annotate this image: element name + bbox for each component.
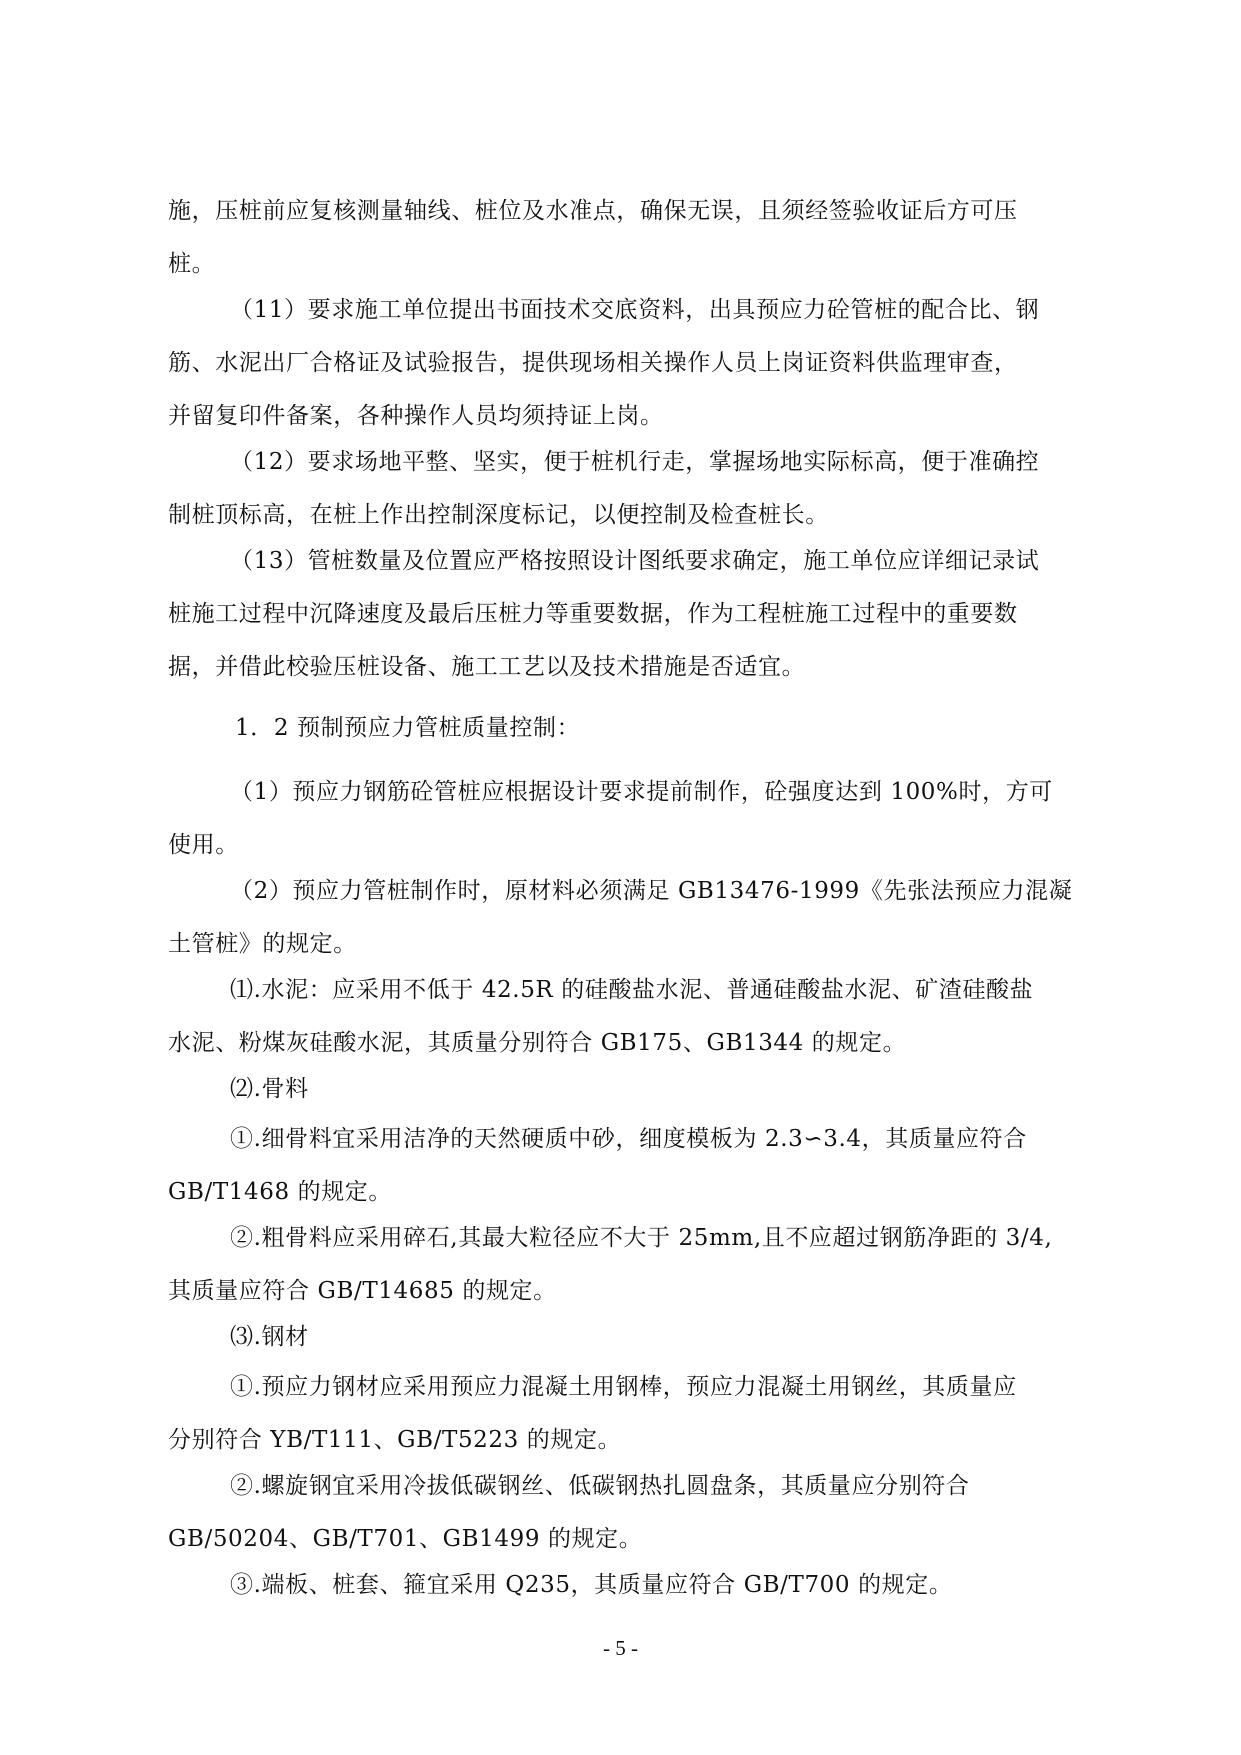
text-line: ①.细骨料宜采用洁净的天然硬质中砂，细度模板为 2.3∽3.4，其质量应符合 [230,1126,1027,1152]
text-line: GB/T1468 的规定。 [168,1179,393,1205]
text-line: GB/50204、GB/T701、GB1499 的规定。 [168,1526,643,1552]
text-line: ③.端板、桩套、箍宜采用 Q235，其质量应符合 GB/T700 的规定。 [230,1572,953,1598]
text-line: 施，压桩前应复核测量轴线、桩位及水准点，确保无误，且须经签验收证后方可压 [168,198,1018,224]
paragraph-cement [168,964,1074,1070]
text-line: ①.预应力钢材应采用预应力混凝土用钢棒，预应力混凝土用钢丝，其质量应 [230,1374,1017,1400]
text-line: 并留复印件备案，各种操作人员均须持证上岗。 [168,403,664,429]
paragraph-item-11 [168,284,1074,443]
text-line: ②.粗骨料应采用碎石,其最大粒径应不大于 25mm,且不应超过钢筋净距的 3/4, [230,1225,1053,1251]
paragraph-aggregate [168,1063,1074,1116]
text-line: 使用。 [168,832,239,858]
text-line: （11）要求施工单位提出书面技术交底资料，出具预应力砼管桩的配合比、钢 [230,297,1040,323]
paragraph-item-2 [168,865,1074,971]
text-line: 筋、水泥出厂合格证及试验报告，提供现场相关操作人员上岗证资料供监理审查， [168,350,1018,376]
text-line: 土管桩》的规定。 [168,931,357,957]
text-line: 桩。 [168,251,216,277]
paragraph-steel [168,1311,1074,1364]
text-line: （12）要求场地平整、坚实，便于桩机行走，掌握场地实际标高，便于准确控 [230,449,1040,475]
text-line: （13）管桩数量及位置应严格按照设计图纸要求确定，施工单位应详细记录试 [230,548,1040,574]
text-line: ⑵.骨料 [230,1076,309,1102]
paragraph-prestressed-steel [168,1361,1074,1467]
text-line: 水泥、粉煤灰硅酸水泥，其质量分别符合 GB175、GB1344 的规定。 [168,1030,907,1056]
paragraph-spiral-steel [168,1460,1074,1566]
paragraph-item-12 [168,436,1074,542]
text-line: ②.螺旋钢宜采用冷拔低碳钢丝、低碳钢热扎圆盘条，其质量应分别符合 [230,1473,970,1499]
text-line: ⑶.钢材 [230,1324,309,1350]
text-line: ⑴.水泥：应采用不低于 42.5R 的硅酸盐水泥、普通硅酸盐水泥、矿渣硅酸盐 [230,977,1034,1003]
text-line: 据，并借此校验压桩设备、施工工艺以及技术措施是否适宜。 [168,654,806,680]
text-line: 其质量应符合 GB/T14685 的规定。 [168,1278,557,1304]
paragraph-coarse-aggregate [168,1212,1074,1318]
paragraph-item-13 [168,535,1074,694]
paragraph-item-1 [168,766,1074,872]
text-line: （2）预应力管桩制作时，原材料必须满足 GB13476-1999《先张法预应力混凝 [230,878,1073,904]
paragraph-continuation [168,185,1074,291]
page-number: - 5 - [603,1636,638,1660]
paragraph-end-plate [168,1559,1074,1612]
text-line: 分别符合 YB/T111、GB/T5223 的规定。 [168,1427,622,1453]
section-heading: 1．2 预制预应力管桩质量控制： [235,715,581,741]
text-line: 桩施工过程中沉降速度及最后压桩力等重要数据，作为工程桩施工过程中的重要数 [168,601,1018,627]
text-line: 制桩顶标高，在桩上作出控制深度标记，以便控制及检查桩长。 [168,502,829,528]
text-line: （1）预应力钢筋砼管桩应根据设计要求提前制作，砼强度达到 100%时，方可 [230,779,1053,805]
paragraph-fine-aggregate [168,1113,1074,1219]
